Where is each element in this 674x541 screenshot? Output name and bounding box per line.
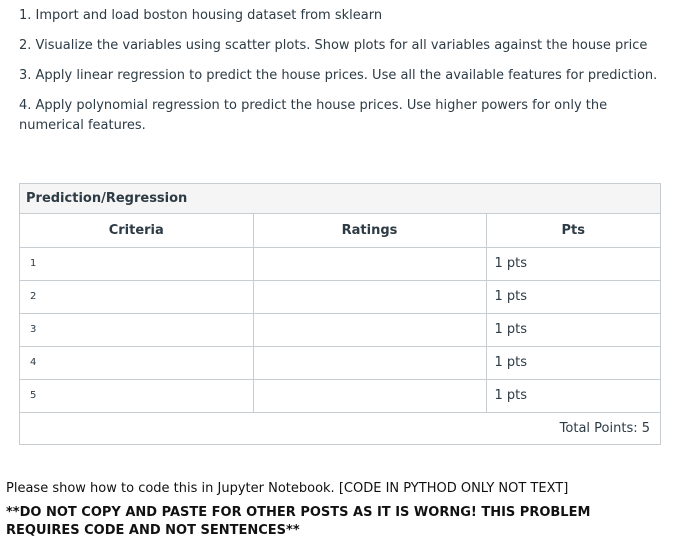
rubric-header-row xyxy=(20,214,660,247)
rubric-grid xyxy=(20,214,660,444)
footer-warning: **DO NOT COPY AND PASTE FOR OTHER POSTS AS IT IS WORNG! THIS PROBLEM REQUIRES CODE AND NOT SENTENCES** xyxy=(6,505,591,538)
ratings-cell xyxy=(253,247,486,280)
criteria-cell: 5 xyxy=(20,379,253,412)
ratings-header: Ratings xyxy=(253,214,486,247)
criteria-cell: 3 xyxy=(20,313,253,346)
instruction-1: 1. Import and load boston housing dataset from sklearn xyxy=(19,8,383,23)
pts-cell: 1 pts xyxy=(486,280,660,313)
pts-cell: 1 pts xyxy=(486,313,660,346)
rubric-row xyxy=(20,313,660,346)
ratings-cell xyxy=(253,379,486,412)
rubric-row xyxy=(20,346,660,379)
instruction-4: 4. Apply polynomial regression to predict the house prices. Use higher powers for only the numerical features. xyxy=(19,98,608,133)
instruction-2: 2. Visualize the variables using scatter plots. Show plots for all variables against the house price xyxy=(19,38,648,53)
criteria-header: Criteria xyxy=(20,214,253,247)
criteria-cell: 1 xyxy=(20,247,253,280)
total-points: Total Points: 5 xyxy=(559,420,650,436)
footer-note: Please show how to code this in Jupyter Notebook. [CODE IN PYTHOD ONLY NOT TEXT] xyxy=(6,481,569,496)
pts-cell: 1 pts xyxy=(486,379,660,412)
instruction-3: 3. Apply linear regression to predict the house prices. Use all the available features for prediction. xyxy=(19,68,658,83)
pts-cell: 1 pts xyxy=(486,247,660,280)
rubric-row xyxy=(20,247,660,280)
pts-header: Pts xyxy=(486,214,660,247)
rubric-row xyxy=(20,379,660,412)
rubric-row xyxy=(20,280,660,313)
ratings-cell xyxy=(253,280,486,313)
criteria-cell: 2 xyxy=(20,280,253,313)
pts-cell: 1 pts xyxy=(486,346,660,379)
ratings-cell xyxy=(253,346,486,379)
rubric-table xyxy=(19,183,661,445)
ratings-cell xyxy=(253,313,486,346)
criteria-cell: 4 xyxy=(20,346,253,379)
rubric-title: Prediction/Regression xyxy=(20,184,660,214)
rubric-total-row xyxy=(20,412,660,444)
